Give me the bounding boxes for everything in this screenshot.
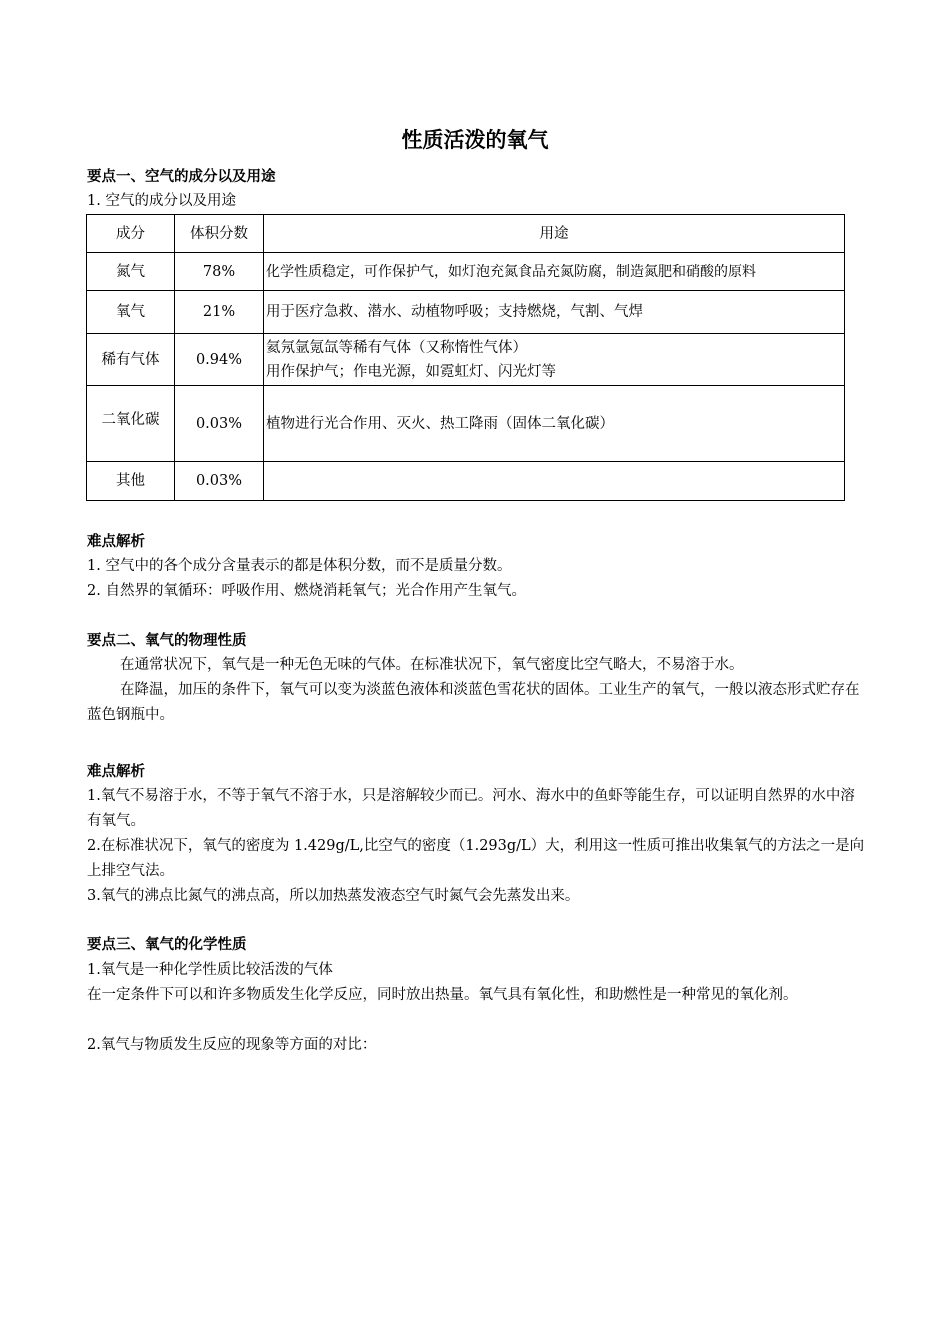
difficulty2-heading: 难点解析 [87,764,145,780]
section2-paragraph: 在通常状况下，氧气是一种无色无味的气体。在标准状况下，氧气密度比空气略大，不易溶于水。 [120,657,744,673]
section3-line: 1.氧气是一种化学性质比较活泼的气体 [87,962,333,978]
table-row [87,334,845,386]
section3-line: 2.氧气与物质发生反应的现象等方面的对比： [87,1037,377,1053]
cell-use-line: 氦氖氩氪氙等稀有气体（又称惰性气体） [266,339,527,356]
difficulty1-item: 2. 自然界的氧循环：呼吸作用、燃烧消耗氧气；光合作用产生氧气。 [87,583,526,599]
difficulty2-item: 3.氧气的沸点比氮气的沸点高，所以加热蒸发液态空气时氮气会先蒸发出来。 [87,888,580,904]
cell-fraction: 78% [175,253,264,291]
difficulty2-item: 2.在标准状况下，氧气的密度为 1.429g/L,比空气的密度（1.293g/L）大，利用这一性质可推出收集氧气的方法之一是向上排空气法。 [87,838,865,879]
air-composition-table [86,214,845,501]
difficulty1-heading: 难点解析 [87,534,145,550]
table-row [87,462,845,501]
header-component: 成分 [87,215,175,253]
cell-component: 氮气 [87,253,175,291]
section2-heading: 要点二、氧气的物理性质 [87,633,247,649]
cell-component: 其他 [87,462,175,501]
cell-fraction: 21% [175,291,264,334]
header-use: 用途 [264,215,845,253]
section2-paragraph: 在降温，加压的条件下，氧气可以变为淡蓝色液体和淡蓝色雪花状的固体。工业生产的氧气，一般以液态形式贮存在蓝色钢瓶中。 [87,682,860,723]
table-row [87,386,845,462]
cell-fraction: 0.03% [175,386,264,462]
cell-use: 化学性质稳定，可作保护气，如灯泡充氮食品充氮防腐，制造氮肥和硝酸的原料 [264,253,845,291]
table-header-row [87,215,845,253]
difficulty1-item: 1. 空气中的各个成分含量表示的都是体积分数，而不是质量分数。 [87,558,512,574]
difficulty2-item: 1.氧气不易溶于水，不等于氧气不溶于水，只是溶解较少而已。河水、海水中的鱼虾等能生存，可以证明自然界的水中溶有氧气。 [87,788,855,829]
cell-component: 氧气 [87,291,175,334]
header-fraction: 体积分数 [175,215,264,253]
section1-heading: 要点一、空气的成分以及用途 [87,169,276,185]
cell-use-line: 用作保护气；作电光源，如霓虹灯、闪光灯等 [266,363,556,380]
cell-use [264,334,845,386]
page-title: 性质活泼的氧气 [401,128,549,152]
cell-component: 稀有气体 [87,334,175,386]
section3-heading: 要点三、氧气的化学性质 [87,937,247,953]
section1-subtitle: 1. 空气的成分以及用途 [87,193,236,209]
section3-line: 在一定条件下可以和许多物质发生化学反应，同时放出热量。氧气具有氧化性，和助燃性是一种常见的氧化剂。 [87,987,798,1003]
cell-component: 二氧化碳 [87,386,175,462]
cell-fraction: 0.94% [175,334,264,386]
cell-use: 植物进行光合作用、灭火、热工降雨（固体二氧化碳） [264,386,845,462]
table-row [87,291,845,334]
cell-use [264,462,845,501]
cell-use: 用于医疗急救、潜水、动植物呼吸；支持燃烧，气割、气焊 [264,291,845,334]
table-row [87,253,845,291]
cell-fraction: 0.03% [175,462,264,501]
